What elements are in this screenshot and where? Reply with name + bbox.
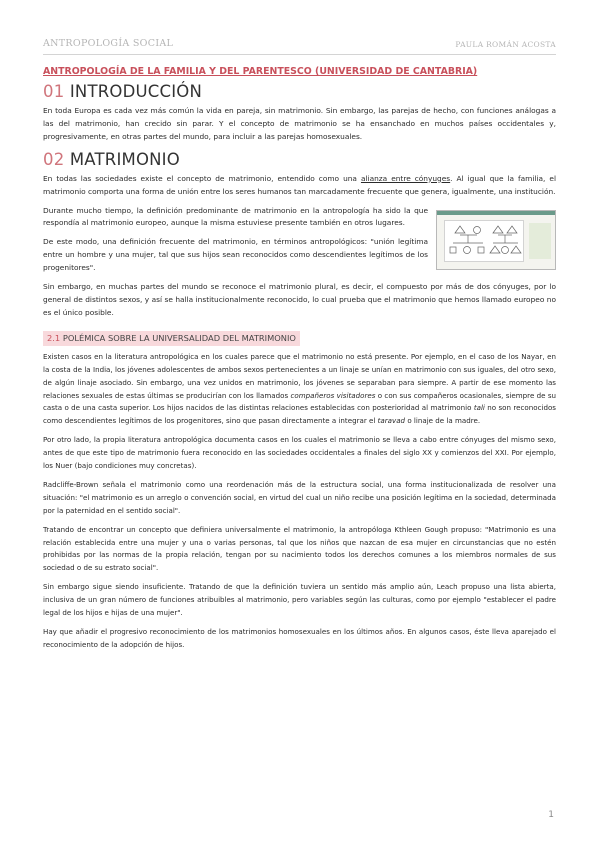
italic-term: compañeros visitadores	[290, 390, 376, 400]
triangle-symbol	[507, 226, 517, 233]
triangle-symbol	[511, 246, 521, 253]
section-number: 01	[43, 82, 65, 101]
page-body	[43, 66, 556, 658]
image-side-panel	[529, 223, 551, 259]
page-number: 1	[548, 810, 554, 820]
header-divider	[43, 54, 556, 55]
section-heading-matrimonio	[43, 150, 556, 170]
kinship-diagram-image	[436, 210, 556, 270]
text-run: o linaje de la madre.	[405, 416, 481, 426]
paragraph: Sin embargo sigue siendo insuficiente. Tratando de que la definición tuviera un sentido más amplio aún, Leach propuso una lista abierta, inclusiva de un gran número de funciones atribuibles al matrimonio, pero variables según las culturas, como por ejemplo "establecer el padre legal de los hijos e hijas de una mujer".	[43, 582, 556, 618]
square-symbol	[478, 247, 484, 253]
underlined-term: alianza entre cónyuges	[360, 173, 451, 183]
circle-symbol	[474, 226, 481, 233]
subsection-heading	[43, 331, 300, 346]
subsection-title: POLÉMICA SOBRE LA UNIVERSALIDAD DEL MATRIMONIO	[62, 332, 296, 343]
circle-symbol	[502, 246, 509, 253]
text-run: . Al igual que la familia, el matrimonio comporta una forma de unión entre los seres humanos tan marcadamente frecuente que genera, igualmente, una institución.	[43, 173, 556, 196]
text-run: o con sus compañeros ocasionales, siempre de su casta o de una casta superior. Los hijos nacidos de las distintas relaciones establecidas con posterioridad al matrimonio	[43, 390, 557, 413]
kinship-diagram-svg	[445, 221, 525, 263]
paragraph: Tratando de encontrar un concepto que definiera universalmente el matrimonio, la antropóloga Kthleen Gough propuso: "Matrimonio es una relación establecida entre una mujer y una o varias personas, tal que los niños que nazcan de esa mujer en circunstancias que no estén prohibidas por las normas de la propia relación, tengan por su nacimiento todos los derechos comunes a los miembros normales de sus sociedad o de su estrato social".	[43, 524, 556, 573]
italic-term: taravad	[377, 416, 406, 426]
figure-row-text	[43, 205, 428, 282]
paragraph: En toda Europa es cada vez más común la vida en pareja, sin matrimonio. Sin embargo, las parejas de hecho, con funciones análogas a las del matrimonio, han crecido sin parar. Y el concepto de matrimonio se ha ensanchado en muchos países occidentales y, progresivamente, en otras partes del mundo, para incluir a las parejas homosexuales.	[43, 106, 556, 141]
paragraph: De este modo, una definición frecuente del matrimonio, en términos antropológicos: "unión legítima entre un hombre y una mujer, tal que sus hijos sean reconocidos como descendientes legítimos de los progenitores".	[43, 237, 428, 273]
document-title: ANTROPOLOGÍA DE LA FAMILIA Y DEL PARENTESCO (UNIVERSIDAD DE CANTABRIA)	[43, 66, 478, 77]
triangle-symbol	[455, 226, 465, 233]
paragraph: Sin embargo, en muchas partes del mundo se reconoce el matrimonio plural, es decir, el compuesto por más de dos cónyuges, por lo general de distintos sexos, y así se halla institucionalmente reconocido, lo cual prueba que el matrimonio que hemos llamado europeo no es el único posible.	[43, 282, 556, 317]
triangle-symbol	[493, 226, 503, 233]
paragraph: Por otro lado, la propia literatura antropológica documenta casos en los cuales el matrimonio se lleva a cabo entre cónyuges del mismo sexo, antes de que este tipo de matrimonio fuera reconocido en las sociedades occidentales a finales del siglo XX y comienzos del XXI. Por ejemplo, los Nuer (bajo condiciones muy concretas).	[43, 435, 556, 471]
circle-symbol	[464, 246, 471, 253]
paragraph	[43, 351, 556, 428]
running-header-right: PAULA ROMÁN ACOSTA	[455, 40, 556, 49]
text-run: Existen casos en la literatura antropológica en los cuales parece que el matrimonio no está presente. Por ejemplo, en el caso de los Nayar, en la costa de la India, los jóvenes adolescentes de ambos sexos pertenecientes a un linaje se unían en matrimonio con sus iguales, del otro sexo, de algún linaje asociado. Sin embargo, una vez unidos en matrimonio, los jóvenes se separaban para siempre. A partir de ese momento las relaciones sexuales de estas últimas se producirían con los llamados	[43, 351, 556, 400]
italic-term: tali	[473, 403, 485, 413]
running-header-left: ANTROPOLOGÍA SOCIAL	[43, 38, 174, 49]
text-run: En todas las sociedades existe el concepto de matrimonio, entendido como una	[43, 173, 361, 183]
figure-row	[43, 205, 556, 282]
paragraph: Radcliffe-Brown señala el matrimonio como una reordenación más de la estructura social, una forma institucionalizada de resolver una situación: "el matrimonio es un arreglo o convención social, en virtud del cual un niño recibe una posición legítima en la sociedad, determinada por la paternidad en el sentido social".	[43, 479, 556, 515]
section-heading-introduccion	[43, 82, 556, 102]
paragraph	[43, 173, 556, 199]
triangle-symbol	[490, 246, 500, 253]
image-diagram-panel	[444, 220, 524, 262]
text-run: no son reconocidos como descendientes legítimos de los progenitores, sino que pasan directamente a integrar el	[43, 403, 556, 426]
paragraph: Durante mucho tiempo, la definición predominante de matrimonio en la antropología ha sido la que respondía al matrimonio europeo, aunque la misma estuviese presente también en otros lugares.	[43, 205, 428, 228]
section-title: INTRODUCCIÓN	[69, 82, 203, 101]
subsection-number: 2.1	[47, 332, 61, 343]
section-title: MATRIMONIO	[69, 149, 180, 169]
square-symbol	[450, 247, 456, 253]
section-number: 02	[43, 149, 65, 169]
image-title-bar	[437, 211, 555, 215]
paragraph: Hay que añadir el progresivo reconocimiento de los matrimonios homosexuales en los últimos años. En algunos casos, éste lleva aparejado el reconocimiento de la adopción de hijos.	[43, 627, 556, 649]
